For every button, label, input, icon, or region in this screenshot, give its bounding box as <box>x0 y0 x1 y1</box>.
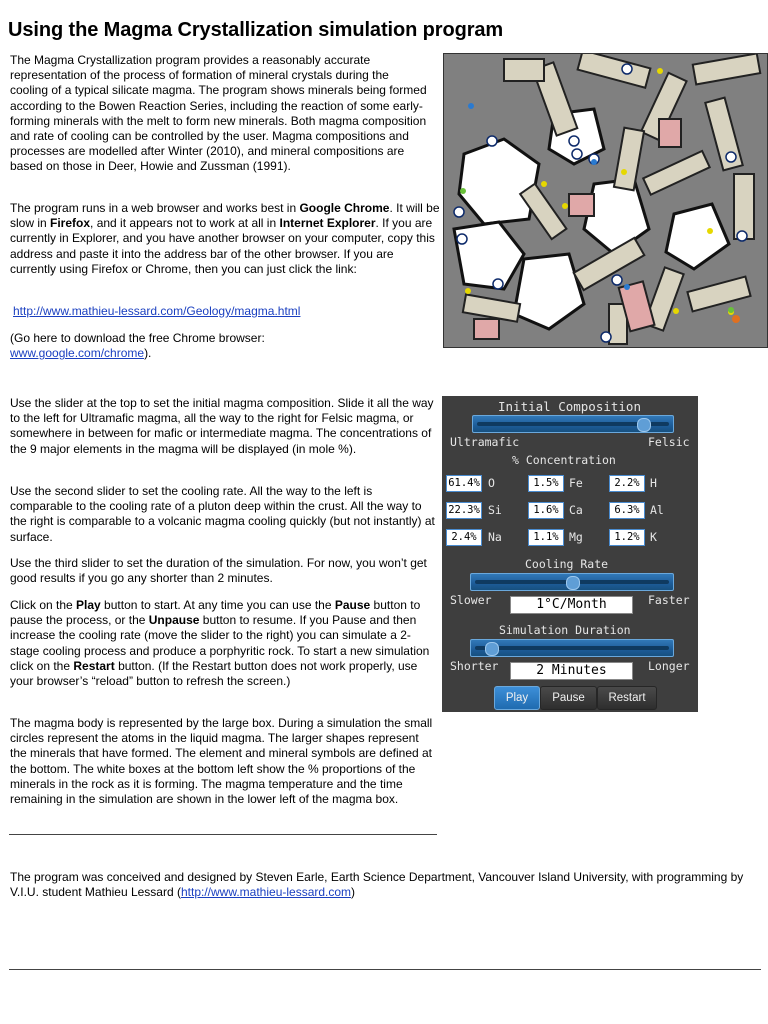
aluminum-symbol: Al <box>650 503 664 517</box>
iron-symbol: Fe <box>569 476 583 490</box>
iron-value: 1.5% <box>528 475 564 492</box>
ie-label: Internet Explorer <box>279 216 376 231</box>
silicon-symbol: Si <box>488 503 502 517</box>
restart-button[interactable]: Restart <box>597 686 657 710</box>
aluminum-value: 6.3% <box>609 502 645 519</box>
cooling-rate-label: Cooling Rate <box>525 557 609 571</box>
faster-label: Faster <box>648 593 690 607</box>
section-divider <box>9 834 437 835</box>
oxygen-value: 61.4% <box>446 475 482 492</box>
slider3-paragraph: Use the third slider to set the duration of the simulation. For now, you won’t get good results if you go any shorter than 2 minutes. <box>10 556 427 586</box>
silicon-value: 22.3% <box>446 502 482 519</box>
control-panel <box>442 396 698 712</box>
potassium-symbol: K <box>650 530 657 544</box>
magnesium-symbol: Mg <box>569 530 583 544</box>
firefox-label: Firefox <box>50 216 91 231</box>
magma-box-paragraph: The magma body is represented by the large box. During a simulation the small circles represent the atoms in the liquid magma. The larger shapes represent the minerals that have formed. The element and mineral symbols are defined at the bottom. The white boxes at the bottom left show the % proportions of the minerals in the rock as it is forming. The magma temperature and the time remaining in the simulation are shown in the lower left of the magma box. <box>10 716 433 807</box>
concentration-label: % Concentration <box>512 453 616 467</box>
duration-slider-thumb[interactable] <box>485 642 499 656</box>
slower-label: Slower <box>450 593 492 607</box>
longer-label: Longer <box>648 659 690 673</box>
duration-slider[interactable] <box>470 639 674 657</box>
program-link-line <box>13 304 300 319</box>
download-paragraph: (Go here to download the free Chrome browser: www.google.com/chrome). <box>10 331 265 361</box>
simulation-duration-label: Simulation Duration <box>499 623 631 637</box>
buttons-paragraph: Click on the Play button to start. At any time you can use the Pause button to pause the process, or the Unpause button to resume. If you Pause and then increase the cooling rate (move the slider to the right) you can simulate a 2-stage cooling process and produce a porphyritic rock. To start a new simulation click on the Restart button. (If the Restart button does not work properly, use your browser’s “reload” button to refresh the screen.) <box>10 598 430 689</box>
potassium-value: 1.2% <box>609 529 645 546</box>
author-link[interactable]: http://www.mathieu-lessard.com <box>180 885 352 900</box>
cooling-rate-slider-thumb[interactable] <box>566 576 580 590</box>
page-title: Using the Magma Crystallization simulation program <box>8 19 504 41</box>
pause-button[interactable]: Pause <box>540 686 597 710</box>
magma-crystals-graphic <box>444 54 767 347</box>
composition-slider-thumb[interactable] <box>637 418 651 432</box>
intro-paragraph: The Magma Crystallization program provides a reasonably accurate representation of the process of formation of mineral crystals during the cooling of a typical silicate magma. The program shows minerals being formed according to the Bowen Reaction Series, including the reaction of some early-forming minerals with the melt to form new minerals. Both magma composition and rate of cooling can be controlled by the user. Magma compositions and processes are modelled after Winter (2010), and mineral compositions are based on those in Deer, Howie and Zussman (1991). <box>10 53 427 174</box>
cooling-rate-readout: 1°C/Month <box>510 596 633 614</box>
oxygen-symbol: O <box>488 476 495 490</box>
browser-paragraph: The program runs in a web browser and works best in Google Chrome. It will be slow in Firefox, and it appears not to work at all in Internet Explorer. If you are currently in Explorer, and you have another browser on your computer, copy this address and paste it into the address bar of the other browser. If you are currently using Firefox or Chrome, then you can just click the link: <box>10 201 440 276</box>
slider2-paragraph: Use the second slider to set the cooling rate. All the way to the left is comparable to the cooling rate of a pluton deep within the crust. All the way to the right is comparable to a volcanic magma cooling quickly (but not instantly) at surface. <box>10 484 435 544</box>
slider1-paragraph: Use the slider at the top to set the initial magma composition. Slide it all the way to the left for Ultramafic magma, all the way to the right for Felsic magma, or somewhere in between for mafic or intermediate magma. The concentrations of the 9 major elements in the magma will be displayed (in mole %). <box>10 396 434 456</box>
hydrogen-symbol: H <box>650 476 657 490</box>
ultramafic-label: Ultramafic <box>450 435 520 449</box>
composition-slider[interactable] <box>472 415 674 433</box>
credits-paragraph: The program was conceived and designed by Steven Earle, Earth Science Department, Vancouver Island University, with programming by V.I.U. student Mathieu Lessard (http://www.mathieu-lessard.com) <box>10 870 744 900</box>
felsic-label: Felsic <box>648 435 690 449</box>
program-link[interactable]: http://www.mathieu-lessard.com/Geology/magma.html <box>13 304 301 318</box>
magnesium-value: 1.1% <box>528 529 564 546</box>
chrome-download-link[interactable]: www.google.com/chrome <box>10 346 145 361</box>
duration-slider-groove <box>475 646 669 650</box>
sodium-value: 2.4% <box>446 529 482 546</box>
calcium-value: 1.6% <box>528 502 564 519</box>
play-button[interactable]: Play <box>494 686 540 710</box>
chrome-label: Google Chrome <box>299 201 390 215</box>
shorter-label: Shorter <box>450 659 499 673</box>
magma-simulation-image <box>443 53 768 348</box>
cooling-rate-slider[interactable] <box>470 573 674 591</box>
duration-readout: 2 Minutes <box>510 662 633 680</box>
hydrogen-value: 2.2% <box>609 475 645 492</box>
sodium-symbol: Na <box>488 530 502 544</box>
calcium-symbol: Ca <box>569 503 583 517</box>
bottom-divider <box>9 969 761 970</box>
initial-composition-label: Initial Composition <box>498 399 641 414</box>
